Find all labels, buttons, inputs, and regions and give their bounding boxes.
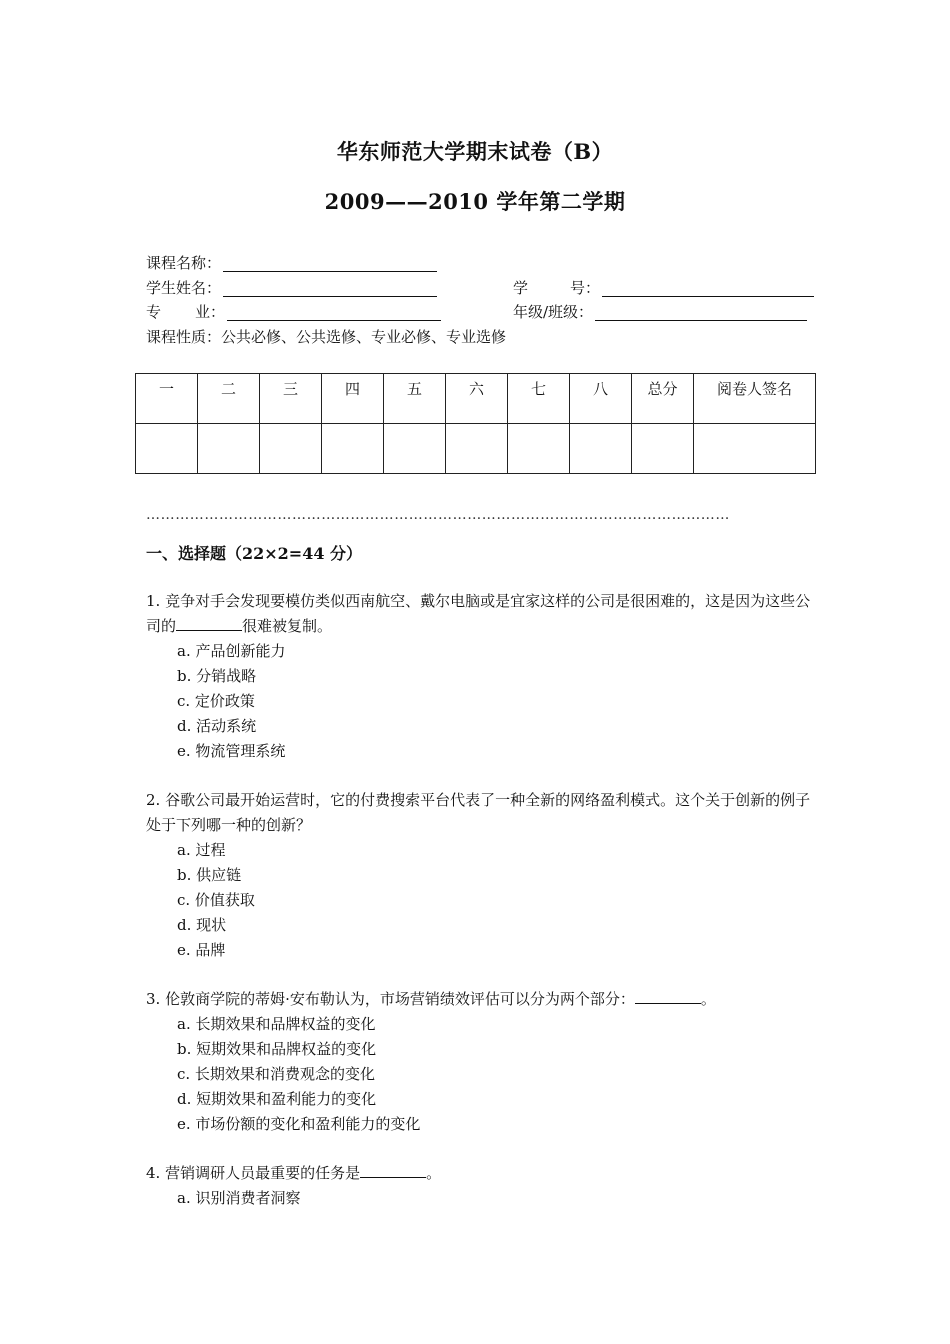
- answer-blank: [176, 615, 242, 631]
- score-value-cell: [136, 424, 198, 474]
- course-name-label: 课程名称：: [146, 254, 222, 272]
- option: c. 定价政策: [177, 692, 255, 710]
- question-1: [146, 589, 811, 764]
- course-type: 课程性质：公共必修、公共选修、专业必修、专业选修: [146, 328, 507, 346]
- option: c. 长期效果和消费观念的变化: [177, 1065, 375, 1083]
- student-id-row: [513, 279, 814, 297]
- student-id-label-b: 号：: [570, 279, 601, 297]
- score-header-cell: 六: [446, 374, 508, 424]
- score-header-cell: 五: [384, 374, 446, 424]
- score-value-cell: [570, 424, 632, 474]
- student-name-label: 学生姓名：: [146, 279, 222, 297]
- student-id-label-a: 学: [513, 279, 529, 297]
- score-header-cell: 一: [136, 374, 198, 424]
- score-header-cell: 二: [198, 374, 260, 424]
- section-title: 一、选择题（22×2=44 分）: [146, 544, 363, 563]
- option: e. 品牌: [177, 941, 226, 959]
- question-stem-text: 4. 营销调研人员最重要的任务是: [146, 1164, 361, 1182]
- score-table-header-row: [136, 374, 816, 424]
- question-stem-text: 3. 伦敦商学院的蒂姆·安布勒认为，市场营销绩效评估可以分为两个部分：: [146, 990, 635, 1008]
- option: b. 分销战略: [177, 667, 257, 685]
- answer-blank: [360, 1162, 426, 1178]
- course-name-field: [223, 255, 437, 272]
- question-4: [146, 1161, 811, 1211]
- score-header-cell: 总分: [632, 374, 694, 424]
- score-header-cell: 七: [508, 374, 570, 424]
- option: d. 现状: [177, 916, 227, 934]
- score-value-cell: [322, 424, 384, 474]
- question-stem-text-end: 很难被复制。: [242, 617, 333, 635]
- grade-class-label: 年级/班级：: [513, 303, 594, 321]
- exam-term: 2009——2010 学年第二学期: [324, 189, 626, 214]
- option: a. 过程: [177, 841, 226, 859]
- score-value-cell: [446, 424, 508, 474]
- option: d. 活动系统: [177, 717, 257, 735]
- option: c. 价值获取: [177, 891, 255, 909]
- score-value-cell: [508, 424, 570, 474]
- student-name-row: [146, 279, 437, 297]
- question-stem: [146, 1161, 811, 1186]
- question-stem: [146, 987, 811, 1012]
- score-header-cell: 三: [260, 374, 322, 424]
- question-stem-text-end: 。: [426, 1164, 442, 1182]
- student-id-field: [602, 280, 814, 297]
- question-stem-text-end: 。: [700, 990, 716, 1008]
- major-field: [227, 304, 441, 321]
- question-stem: [146, 589, 811, 639]
- major-label-b: 业：: [195, 303, 226, 321]
- major-label-a: 专: [146, 303, 162, 321]
- exam-title: 华东师范大学期末试卷（B）: [336, 139, 614, 164]
- dotted-separator: …………………………………………………………………………………………………………: [146, 507, 730, 523]
- score-table-value-row: [136, 424, 816, 474]
- option: b. 供应链: [177, 866, 242, 884]
- question-2: [146, 788, 811, 963]
- score-value-cell: [260, 424, 322, 474]
- option: b. 短期效果和品牌权益的变化: [177, 1040, 377, 1058]
- question-stem: 2. 谷歌公司最开始运营时，它的付费搜索平台代表了一种全新的网络盈利模式。这个关于创新的例子处于下列哪一种的创新？: [146, 791, 811, 834]
- option: e. 市场份额的变化和盈利能力的变化: [177, 1115, 421, 1133]
- answer-blank: [635, 988, 701, 1004]
- option: a. 识别消费者洞察: [177, 1189, 301, 1207]
- major-row: [146, 303, 441, 321]
- student-name-field: [223, 280, 437, 297]
- score-value-cell: [632, 424, 694, 474]
- question-stem-text: 1. 竞争对手会发现要模仿类似西南航空、戴尔电脑或是宜家这样的公司是很困难的，这是因为这些公司的: [146, 592, 811, 635]
- score-value-cell: [198, 424, 260, 474]
- course-name-row: [146, 254, 437, 272]
- score-header-cell: 四: [322, 374, 384, 424]
- score-header-cell: 八: [570, 374, 632, 424]
- score-value-cell: [694, 424, 816, 474]
- grade-class-row: [513, 303, 807, 321]
- question-3: [146, 987, 811, 1137]
- option: d. 短期效果和盈利能力的变化: [177, 1090, 377, 1108]
- option: a. 产品创新能力: [177, 642, 286, 660]
- score-header-cell: 阅卷人签名: [694, 374, 816, 424]
- grade-class-field: [595, 304, 807, 321]
- option: a. 长期效果和品牌权益的变化: [177, 1015, 376, 1033]
- score-value-cell: [384, 424, 446, 474]
- option: e. 物流管理系统: [177, 742, 286, 760]
- score-table: [135, 373, 816, 474]
